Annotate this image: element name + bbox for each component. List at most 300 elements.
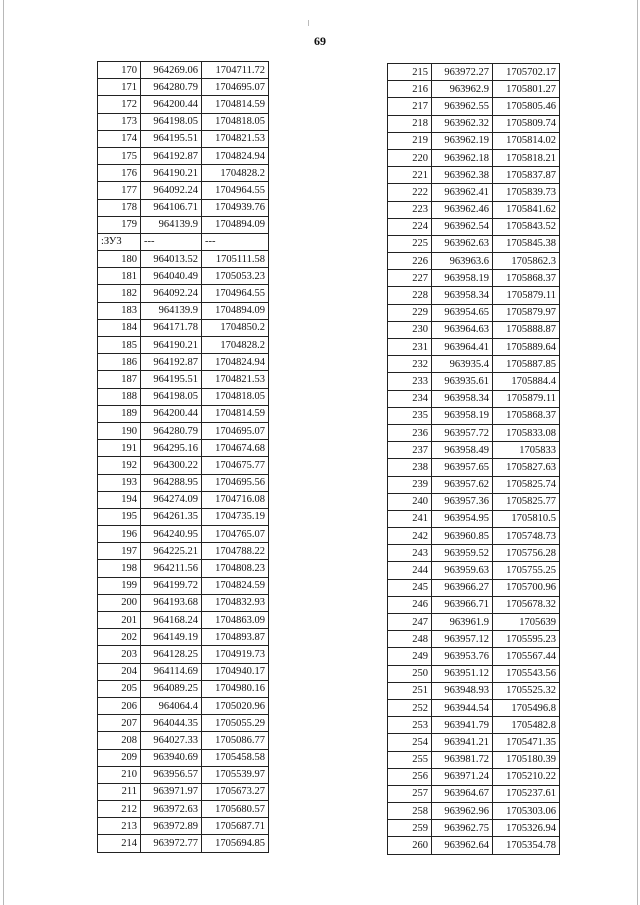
y-coordinate-cell: 1705825.74: [493, 476, 560, 493]
x-coordinate-cell: 963962.18: [432, 149, 493, 166]
x-coordinate-cell: 964195.51: [141, 130, 202, 147]
y-coordinate-cell: 1705879.97: [493, 304, 560, 321]
x-coordinate-cell: 963971.97: [141, 783, 202, 800]
y-coordinate-cell: 1704818.05: [202, 388, 269, 405]
x-coordinate-cell: 963944.54: [432, 699, 493, 716]
x-coordinate-cell: 963951.12: [432, 665, 493, 682]
x-coordinate-cell: 963957.65: [432, 459, 493, 476]
x-coordinate-cell: 964240.95: [141, 526, 202, 543]
point-number-cell: 184: [98, 319, 141, 336]
y-coordinate-cell: 1704695.07: [202, 422, 269, 439]
table-row: [98, 732, 269, 749]
y-coordinate-cell: 1705841.62: [493, 201, 560, 218]
table-row: [98, 457, 269, 474]
y-coordinate-cell: 1705053.23: [202, 268, 269, 285]
x-coordinate-cell: 963954.95: [432, 510, 493, 527]
point-number-cell: 215: [388, 64, 432, 81]
x-coordinate-cell: 964193.68: [141, 594, 202, 611]
y-coordinate-cell: 1705639: [493, 614, 560, 631]
y-coordinate-cell: 1704824.94: [202, 147, 269, 164]
x-coordinate-cell: 963958.19: [432, 270, 493, 287]
point-number-cell: 172: [98, 96, 141, 113]
y-coordinate-cell: 1704919.73: [202, 646, 269, 663]
x-coordinate-cell: 964190.21: [141, 165, 202, 182]
y-coordinate-cell: 1705833: [493, 442, 560, 459]
y-coordinate-cell: 1704695.07: [202, 79, 269, 96]
table-row: [98, 113, 269, 130]
table-row: [98, 629, 269, 646]
point-number-cell: 236: [388, 424, 432, 441]
x-coordinate-cell: 964149.19: [141, 629, 202, 646]
point-number-cell: 245: [388, 579, 432, 596]
point-number-cell: 182: [98, 285, 141, 302]
y-coordinate-cell: 1704824.59: [202, 577, 269, 594]
x-coordinate-cell: 963962.63: [432, 235, 493, 252]
point-number-cell: 190: [98, 422, 141, 439]
y-coordinate-cell: 1704711.72: [202, 62, 269, 79]
point-number-cell: 247: [388, 614, 432, 631]
point-number-cell: 179: [98, 216, 141, 233]
point-number-cell: 244: [388, 562, 432, 579]
point-number-cell: 238: [388, 459, 432, 476]
x-coordinate-cell: 964171.78: [141, 319, 202, 336]
point-number-cell: 196: [98, 526, 141, 543]
point-number-cell: 170: [98, 62, 141, 79]
point-number-cell: 223: [388, 201, 432, 218]
x-coordinate-cell: 964192.87: [141, 354, 202, 371]
table-row: [98, 440, 269, 457]
y-coordinate-cell: 1705482.8: [493, 717, 560, 734]
x-coordinate-cell: 963958.49: [432, 442, 493, 459]
table-row: [98, 577, 269, 594]
x-coordinate-cell: 964139.9: [141, 302, 202, 319]
point-number-cell: 201: [98, 612, 141, 629]
y-coordinate-cell: 1704828.2: [202, 337, 269, 354]
x-coordinate-cell: 964288.95: [141, 474, 202, 491]
table-row: [388, 373, 560, 390]
point-number-cell: 219: [388, 132, 432, 149]
table-row: [98, 663, 269, 680]
y-coordinate-cell: 1705237.61: [493, 785, 560, 802]
table-row: [388, 201, 560, 218]
table-row: [98, 766, 269, 783]
table-row: [388, 820, 560, 837]
table-row: [388, 579, 560, 596]
table-row: [388, 287, 560, 304]
table-row: [98, 508, 269, 525]
x-coordinate-cell: 963961.9: [432, 614, 493, 631]
table-row: [388, 631, 560, 648]
x-coordinate-cell: 964195.51: [141, 371, 202, 388]
point-number-cell: 187: [98, 371, 141, 388]
x-coordinate-cell: 964295.16: [141, 440, 202, 457]
point-number-cell: 183: [98, 302, 141, 319]
x-coordinate-cell: 963957.72: [432, 424, 493, 441]
x-coordinate-cell: 964092.24: [141, 285, 202, 302]
table-row: [98, 543, 269, 560]
x-coordinate-cell: 963972.27: [432, 64, 493, 81]
y-coordinate-cell: 1705748.73: [493, 528, 560, 545]
x-coordinate-cell: 963941.79: [432, 717, 493, 734]
x-coordinate-cell: 963959.52: [432, 545, 493, 562]
table-row: [98, 233, 269, 250]
point-number-cell: 185: [98, 337, 141, 354]
x-coordinate-cell: 963959.63: [432, 562, 493, 579]
x-coordinate-cell: 963935.61: [432, 373, 493, 390]
y-coordinate-cell: 1704814.59: [202, 96, 269, 113]
x-coordinate-cell: 964013.52: [141, 251, 202, 268]
y-coordinate-cell: 1705810.5: [493, 510, 560, 527]
x-coordinate-cell: 963940.69: [141, 749, 202, 766]
x-coordinate-cell: 964139.9: [141, 216, 202, 233]
x-coordinate-cell: 963962.38: [432, 167, 493, 184]
table-row: [98, 801, 269, 818]
point-number-cell: 202: [98, 629, 141, 646]
x-coordinate-cell: 964192.87: [141, 147, 202, 164]
point-number-cell: 193: [98, 474, 141, 491]
scan-edge-left: [3, 0, 4, 905]
y-coordinate-cell: 1705814.02: [493, 132, 560, 149]
x-coordinate-cell: 964225.21: [141, 543, 202, 560]
point-number-cell: 191: [98, 440, 141, 457]
y-coordinate-cell: 1705868.37: [493, 270, 560, 287]
y-coordinate-cell: 1704821.53: [202, 371, 269, 388]
table-row: [98, 474, 269, 491]
point-number-cell: 256: [388, 768, 432, 785]
point-number-cell: 253: [388, 717, 432, 734]
y-coordinate-cell: 1705687.71: [202, 818, 269, 835]
y-coordinate-cell: 1704695.56: [202, 474, 269, 491]
point-number-cell: 210: [98, 766, 141, 783]
x-coordinate-cell: 963962.32: [432, 115, 493, 132]
x-coordinate-cell: 963958.34: [432, 390, 493, 407]
x-coordinate-cell: 963953.76: [432, 648, 493, 665]
point-number-cell: 192: [98, 457, 141, 474]
table-row: [388, 321, 560, 338]
point-number-cell: 235: [388, 407, 432, 424]
x-coordinate-cell: 964269.06: [141, 62, 202, 79]
y-coordinate-cell: 1705020.96: [202, 697, 269, 714]
x-coordinate-cell: 963962.54: [432, 218, 493, 235]
y-coordinate-cell: 1704828.2: [202, 165, 269, 182]
point-number-cell: 231: [388, 339, 432, 356]
table-row: [388, 648, 560, 665]
table-row: [98, 783, 269, 800]
table-row: [388, 785, 560, 802]
table-row: [388, 682, 560, 699]
y-coordinate-cell: 1705755.25: [493, 562, 560, 579]
y-coordinate-cell: 1704980.16: [202, 680, 269, 697]
y-coordinate-cell: 1704964.55: [202, 182, 269, 199]
point-number-cell: 258: [388, 803, 432, 820]
point-number-cell: 209: [98, 749, 141, 766]
y-coordinate-cell: 1704716.08: [202, 491, 269, 508]
x-coordinate-cell: 964040.49: [141, 268, 202, 285]
x-coordinate-cell: 963954.65: [432, 304, 493, 321]
table-row: [98, 646, 269, 663]
x-coordinate-cell: 963962.75: [432, 820, 493, 837]
coordinates-table-left-body: [98, 62, 269, 853]
x-coordinate-cell: 963964.63: [432, 321, 493, 338]
table-row: [98, 697, 269, 714]
x-coordinate-cell: 964128.25: [141, 646, 202, 663]
table-row: [388, 803, 560, 820]
x-coordinate-cell: 964280.79: [141, 422, 202, 439]
y-coordinate-cell: 1705809.74: [493, 115, 560, 132]
table-row: [388, 184, 560, 201]
table-row: [98, 251, 269, 268]
table-row: [98, 62, 269, 79]
point-number-cell: 214: [98, 835, 141, 852]
table-row: [98, 388, 269, 405]
table-row: [388, 837, 560, 854]
coordinates-table-left: [97, 61, 269, 853]
coordinates-table-right: [387, 63, 560, 855]
x-coordinate-cell: 963958.19: [432, 407, 493, 424]
y-coordinate-cell: 1705539.97: [202, 766, 269, 783]
y-coordinate-cell: 1705862.3: [493, 253, 560, 270]
x-coordinate-cell: 963962.9: [432, 81, 493, 98]
y-coordinate-cell: 1705801.27: [493, 81, 560, 98]
table-row: [388, 167, 560, 184]
table-row: [388, 734, 560, 751]
table-row: [98, 96, 269, 113]
point-number-cell: 200: [98, 594, 141, 611]
point-number-cell: 203: [98, 646, 141, 663]
point-number-cell: :ЗУ3: [98, 233, 141, 250]
y-coordinate-cell: 1705868.37: [493, 407, 560, 424]
table-row: [98, 147, 269, 164]
point-number-cell: 206: [98, 697, 141, 714]
point-number-cell: 204: [98, 663, 141, 680]
x-coordinate-cell: 963962.55: [432, 98, 493, 115]
x-coordinate-cell: 963966.27: [432, 579, 493, 596]
table-row: [388, 235, 560, 252]
table-row: [98, 337, 269, 354]
point-number-cell: 181: [98, 268, 141, 285]
y-coordinate-cell: 1704964.55: [202, 285, 269, 302]
y-coordinate-cell: 1705839.73: [493, 184, 560, 201]
x-coordinate-cell: 964198.05: [141, 388, 202, 405]
point-number-cell: 188: [98, 388, 141, 405]
point-number-cell: 174: [98, 130, 141, 147]
table-row: [388, 528, 560, 545]
x-coordinate-cell: 963972.63: [141, 801, 202, 818]
y-coordinate-cell: 1704832.93: [202, 594, 269, 611]
x-coordinate-cell: 964274.09: [141, 491, 202, 508]
y-coordinate-cell: 1705843.52: [493, 218, 560, 235]
point-number-cell: 239: [388, 476, 432, 493]
y-coordinate-cell: 1705879.11: [493, 287, 560, 304]
y-coordinate-cell: 1705543.56: [493, 665, 560, 682]
table-row: [98, 560, 269, 577]
y-coordinate-cell: 1705326.94: [493, 820, 560, 837]
x-coordinate-cell: 963963.6: [432, 253, 493, 270]
table-row: [98, 199, 269, 216]
table-row: [388, 614, 560, 631]
x-coordinate-cell: 963962.19: [432, 132, 493, 149]
y-coordinate-cell: 1705825.77: [493, 493, 560, 510]
y-coordinate-cell: 1704821.53: [202, 130, 269, 147]
point-number-cell: 216: [388, 81, 432, 98]
x-coordinate-cell: 964200.44: [141, 405, 202, 422]
x-coordinate-cell: 963964.67: [432, 785, 493, 802]
page-number: 69: [314, 34, 326, 48]
table-row: [388, 459, 560, 476]
point-number-cell: 197: [98, 543, 141, 560]
table-row: [388, 424, 560, 441]
y-coordinate-cell: 1705879.11: [493, 390, 560, 407]
table-row: [388, 699, 560, 716]
point-number-cell: 207: [98, 715, 141, 732]
table-row: [98, 491, 269, 508]
y-coordinate-cell: 1705496.8: [493, 699, 560, 716]
x-coordinate-cell: 964044.35: [141, 715, 202, 732]
table-row: [388, 98, 560, 115]
point-number-cell: 220: [388, 149, 432, 166]
table-row: [98, 749, 269, 766]
table-row: [98, 285, 269, 302]
table-row: [98, 354, 269, 371]
y-coordinate-cell: ---: [202, 233, 269, 250]
y-coordinate-cell: 1705888.87: [493, 321, 560, 338]
table-row: [98, 319, 269, 336]
point-number-cell: 242: [388, 528, 432, 545]
y-coordinate-cell: 1705354.78: [493, 837, 560, 854]
x-coordinate-cell: 964106.71: [141, 199, 202, 216]
table-row: [388, 132, 560, 149]
x-coordinate-cell: 963958.34: [432, 287, 493, 304]
y-coordinate-cell: 1705827.63: [493, 459, 560, 476]
x-coordinate-cell: 963957.62: [432, 476, 493, 493]
x-coordinate-cell: 964261.35: [141, 508, 202, 525]
y-coordinate-cell: 1705086.77: [202, 732, 269, 749]
x-coordinate-cell: 964300.22: [141, 457, 202, 474]
point-number-cell: 173: [98, 113, 141, 130]
x-coordinate-cell: 963962.64: [432, 837, 493, 854]
table-row: [388, 64, 560, 81]
y-coordinate-cell: 1705702.17: [493, 64, 560, 81]
x-coordinate-cell: 964198.05: [141, 113, 202, 130]
point-number-cell: 234: [388, 390, 432, 407]
y-coordinate-cell: 1704850.2: [202, 319, 269, 336]
y-coordinate-cell: 1705884.4: [493, 373, 560, 390]
coordinates-table-right-body: [388, 64, 560, 855]
table-row: [388, 356, 560, 373]
table-row: [98, 594, 269, 611]
x-coordinate-cell: 963957.12: [432, 631, 493, 648]
point-number-cell: 176: [98, 165, 141, 182]
point-number-cell: 224: [388, 218, 432, 235]
point-number-cell: 241: [388, 510, 432, 527]
table-row: [388, 218, 560, 235]
point-number-cell: 240: [388, 493, 432, 510]
scan-edge-right: [637, 0, 638, 905]
y-coordinate-cell: 1705471.35: [493, 734, 560, 751]
table-row: [98, 405, 269, 422]
table-row: [388, 493, 560, 510]
x-coordinate-cell: 963964.41: [432, 339, 493, 356]
y-coordinate-cell: 1704893.87: [202, 629, 269, 646]
x-coordinate-cell: 964190.21: [141, 337, 202, 354]
y-coordinate-cell: 1704814.59: [202, 405, 269, 422]
point-number-cell: 213: [98, 818, 141, 835]
scan-mark: [308, 20, 312, 26]
y-coordinate-cell: 1705303.06: [493, 803, 560, 820]
y-coordinate-cell: 1705889.64: [493, 339, 560, 356]
table-row: [388, 717, 560, 734]
y-coordinate-cell: 1705180.39: [493, 751, 560, 768]
y-coordinate-cell: 1704863.09: [202, 612, 269, 629]
point-number-cell: 257: [388, 785, 432, 802]
point-number-cell: 248: [388, 631, 432, 648]
point-number-cell: 252: [388, 699, 432, 716]
table-row: [98, 612, 269, 629]
y-coordinate-cell: 1705837.87: [493, 167, 560, 184]
point-number-cell: 246: [388, 596, 432, 613]
x-coordinate-cell: 963962.41: [432, 184, 493, 201]
x-coordinate-cell: 963962.46: [432, 201, 493, 218]
y-coordinate-cell: 1704818.05: [202, 113, 269, 130]
y-coordinate-cell: 1705055.29: [202, 715, 269, 732]
y-coordinate-cell: 1705833.08: [493, 424, 560, 441]
table-row: [98, 526, 269, 543]
point-number-cell: 249: [388, 648, 432, 665]
x-coordinate-cell: 963948.93: [432, 682, 493, 699]
table-row: [388, 115, 560, 132]
table-row: [98, 818, 269, 835]
table-row: [388, 665, 560, 682]
y-coordinate-cell: 1705525.32: [493, 682, 560, 699]
x-coordinate-cell: 963972.77: [141, 835, 202, 852]
point-number-cell: 211: [98, 783, 141, 800]
x-coordinate-cell: 963935.4: [432, 356, 493, 373]
point-number-cell: 228: [388, 287, 432, 304]
y-coordinate-cell: 1705673.27: [202, 783, 269, 800]
y-coordinate-cell: 1705887.85: [493, 356, 560, 373]
y-coordinate-cell: 1704675.77: [202, 457, 269, 474]
point-number-cell: 218: [388, 115, 432, 132]
point-number-cell: 175: [98, 147, 141, 164]
table-row: [98, 680, 269, 697]
y-coordinate-cell: 1704940.17: [202, 663, 269, 680]
y-coordinate-cell: 1705694.85: [202, 835, 269, 852]
x-coordinate-cell: 964114.69: [141, 663, 202, 680]
y-coordinate-cell: 1705567.44: [493, 648, 560, 665]
table-row: [388, 442, 560, 459]
point-number-cell: 180: [98, 251, 141, 268]
x-coordinate-cell: 964064.4: [141, 697, 202, 714]
y-coordinate-cell: 1705210.22: [493, 768, 560, 785]
y-coordinate-cell: 1705678.32: [493, 596, 560, 613]
y-coordinate-cell: 1704808.23: [202, 560, 269, 577]
point-number-cell: 227: [388, 270, 432, 287]
point-number-cell: 229: [388, 304, 432, 321]
point-number-cell: 177: [98, 182, 141, 199]
table-row: [98, 79, 269, 96]
table-row: [388, 253, 560, 270]
point-number-cell: 225: [388, 235, 432, 252]
table-row: [388, 304, 560, 321]
y-coordinate-cell: 1705700.96: [493, 579, 560, 596]
x-coordinate-cell: 963957.36: [432, 493, 493, 510]
point-number-cell: 212: [98, 801, 141, 818]
y-coordinate-cell: 1705680.57: [202, 801, 269, 818]
x-coordinate-cell: 964092.24: [141, 182, 202, 199]
table-row: [98, 182, 269, 199]
x-coordinate-cell: 964280.79: [141, 79, 202, 96]
y-coordinate-cell: 1705845.38: [493, 235, 560, 252]
